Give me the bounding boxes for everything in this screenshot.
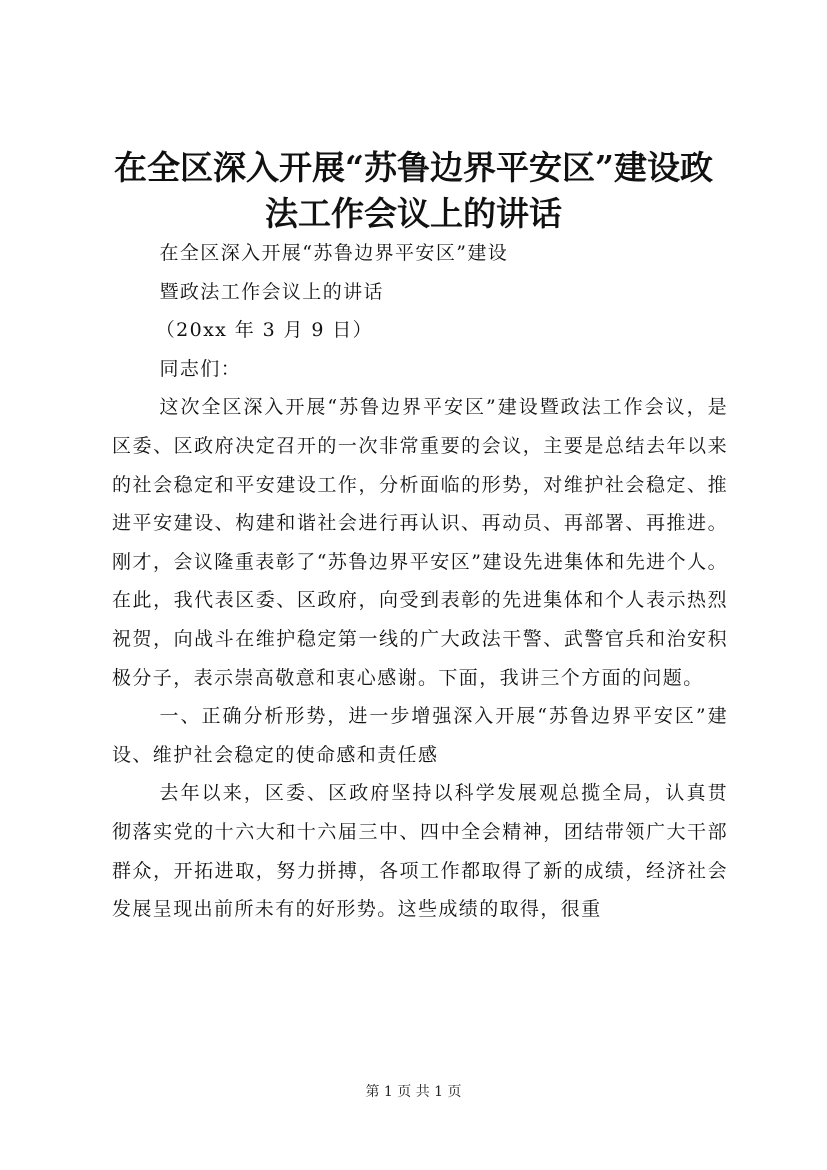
subtitle-line-1: 在全区深入开展“苏鲁边界平安区”建设 — [159, 242, 509, 264]
paragraph-intro: 这次全区深入开展“苏鲁边界平安区”建设暨政法工作会议，是区委、区政府决定召开的一次非常重要的会议，主要是总结去年以来的社会稳定和平安建设工作，分析面临的形势，对维护社会稳定、推进平安建设、构建和谐社会进行再认识、再动员、再部署、再推进。刚才，会议隆重表彰了“苏鲁边界平安区”建设先进集体和先进个人。在此，我代表区委、区政府，向受到表彰的先进集体和个人表示热烈祝贺，向战斗在维护稳定第一线的广大政法干警、武警官兵和治安积极分子，表示崇高敬意和衷心感谢。下面，我讲三个方面的问题。 — [112, 396, 728, 689]
subtitle-line-2: 暨政法工作会议上的讲话 — [159, 280, 384, 303]
greeting: 同志们： — [159, 357, 242, 380]
speech-date: （20xx 年 3 月 9 日） — [155, 319, 374, 342]
page-footer: 第 1 页 共 1 页 — [365, 1084, 462, 1100]
document-body — [112, 234, 728, 929]
document-title: 在全区深入开展“苏鲁边界平安区”建设政法工作会议上的讲话 — [114, 148, 713, 233]
section-heading-1: 一、正确分析形势，进一步增强深入开展“苏鲁边界平安区”建设、维护社会稳定的使命感和责任感 — [112, 705, 728, 766]
paragraph-situation: 去年以来，区委、区政府坚持以科学发展观总揽全局，认真贯彻落实党的十六大和十六届三中、四中全会精神，团结带领广大干部群众，开拓进取，努力拼搏，各项工作都取得了新的成绩，经济社会发展呈现出前所未有的好形势。这些成绩的取得，很重 — [112, 782, 728, 921]
